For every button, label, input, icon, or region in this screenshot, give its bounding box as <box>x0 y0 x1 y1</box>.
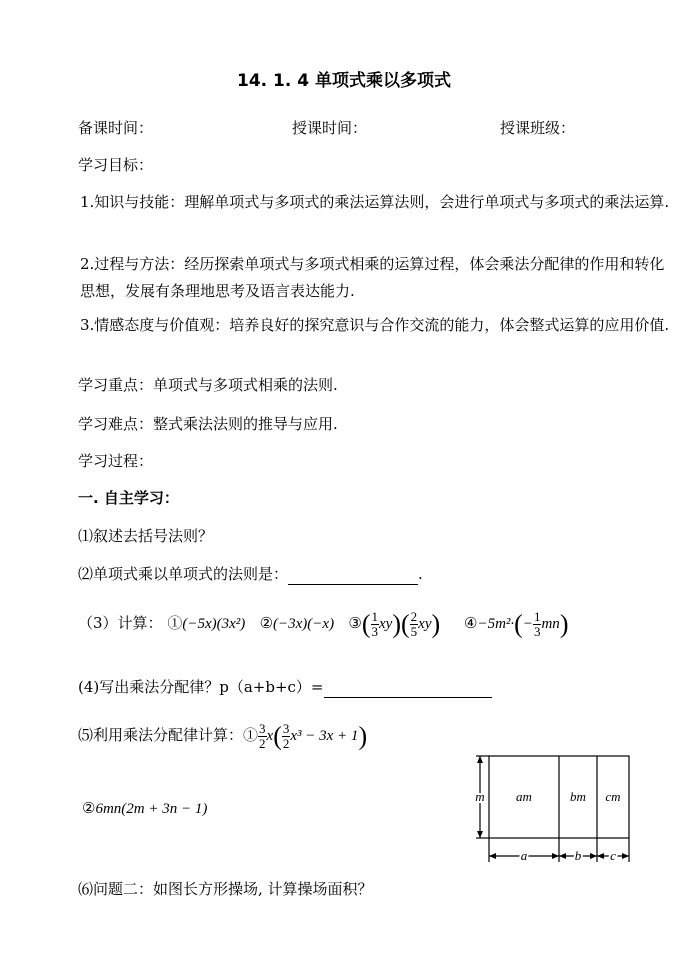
goal-3: 3.情感态度与价值观：培养良好的探究意识与合作交流的能力，体会整式运算的应用价值. <box>80 316 670 334</box>
fraction-denominator: 3 <box>533 624 541 639</box>
question-3-label: （3）计算： <box>78 613 163 632</box>
cell-label-bm: bm <box>570 789 586 804</box>
fraction-denominator: 5 <box>410 624 418 639</box>
process-label: 学习过程： <box>78 452 154 470</box>
fraction-denominator: 2 <box>259 736 266 751</box>
expression-prefix: −5m²· <box>477 615 515 632</box>
difficulty: 学习难点：整式乘法法则的推导与应用. <box>78 415 338 433</box>
fraction-numerator: 1 <box>533 609 541 624</box>
fraction-numerator: 2 <box>410 609 418 624</box>
cell-label-cm: cm <box>605 789 621 804</box>
item-4-marker: ④ <box>464 613 478 632</box>
item-1-marker: ① <box>243 725 259 744</box>
variable: mn <box>541 615 560 632</box>
cell-label-am: am <box>516 789 532 804</box>
question-5 <box>78 722 367 751</box>
fraction-numerator: 3 <box>259 721 266 736</box>
expression-2: (−3x)(−x) <box>273 615 335 632</box>
expression-tail: x³ − 3x + 1 <box>290 727 359 744</box>
side-label: m <box>475 789 485 804</box>
expression-1: (−5x)(3x²) <box>182 615 246 632</box>
bottom-label-a: a <box>520 848 528 863</box>
question-1: ⑴叙述去括号法则？ <box>78 527 214 545</box>
fraction-numerator: 3 <box>282 721 290 736</box>
bottom-label-c: c <box>610 848 616 863</box>
expression-3: ( $\frac{1}{3}$ xy)( $\frac{2}{5}$ xy) <box>361 609 441 639</box>
goal-1: 1.知识与技能：理解单项式与多项式的乘法运算法则，会进行单项式与多项式的乘法运算. <box>80 193 670 211</box>
bottom-label-b: b <box>574 848 582 863</box>
fraction-numerator: 1 <box>371 609 379 624</box>
fraction-denominator: 2 <box>282 736 290 751</box>
section-heading: 一. 自主学习： <box>78 489 179 507</box>
key-point: 学习重点：单项式与多项式相乘的法则. <box>78 376 338 394</box>
question-4 <box>78 676 492 698</box>
variable: xy <box>418 615 432 632</box>
class-label: 授课班级： <box>500 119 576 137</box>
item-2-marker: ② <box>82 799 96 817</box>
question-2-label: ⑵单项式乘以单项式的法则是： <box>78 565 289 583</box>
item-3-marker: ③ <box>348 613 362 632</box>
fraction-denominator: 3 <box>371 624 379 639</box>
item-2-marker: ② <box>259 613 274 632</box>
question-5b <box>82 797 207 820</box>
question-4-text: (4)写出乘法分配律？p（a+b+c）= <box>78 678 324 696</box>
field-diagram <box>470 750 640 870</box>
question-3 <box>78 610 568 639</box>
question-6: ⑹问题二：如图长方形操场, 计算操场面积？ <box>78 880 373 898</box>
item-1-marker: ① <box>167 613 183 632</box>
goals-heading: 学习目标： <box>78 156 154 174</box>
answer-blank[interactable] <box>288 568 418 585</box>
question-2-end: . <box>418 565 423 583</box>
variable: x <box>266 727 274 744</box>
answer-blank[interactable] <box>324 681 492 698</box>
page-title: 14. 1. 4 单项式乘以多项式 <box>237 71 451 91</box>
goal-2: 2.过程与方法：经历探索单项式与多项式相乘的运算过程，体会乘法分配律的作用和转化思想，发展有条理地思考及语言表达能力. <box>80 255 665 300</box>
expression-5b: 6mn(2m + 3n − 1) <box>95 801 208 817</box>
question-2 <box>78 563 423 585</box>
expression-4: −5m²·(− $\frac{1}{3}$ mn) <box>477 609 569 639</box>
teach-time-label: 授课时间： <box>292 119 368 137</box>
question-5-label: ⑸利用乘法分配律计算： <box>78 725 244 744</box>
prep-time-label: 备课时间： <box>78 119 154 137</box>
expression-5a: $\frac{3}{2}$ x( $\frac{3}{2}$ x³ − 3x + 1) <box>259 721 368 751</box>
variable: xy <box>379 615 393 632</box>
